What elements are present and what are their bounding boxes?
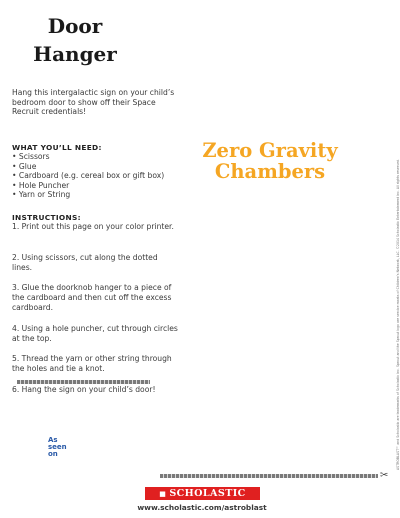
logo-text: SCHOLASTIC bbox=[169, 488, 246, 499]
instruction-step-4: 4. Using a hole puncher, cut through circles at the top. bbox=[12, 324, 178, 343]
page-title-line1: Door bbox=[47, 14, 103, 38]
copyright-side bbox=[388, 70, 398, 470]
instructions-heading: INSTRUCTIONS: bbox=[12, 213, 81, 222]
cut-line-bottom bbox=[160, 474, 378, 478]
cut-line bbox=[17, 380, 150, 384]
instruction-step-6: 6. Hang the sign on your child’s door! bbox=[12, 385, 156, 394]
list-item: • Hole Puncher bbox=[12, 180, 70, 190]
intro-text: Hang this intergalactic sign on your child’s bedroom door to show off their Space Recruit credentials! bbox=[12, 88, 175, 117]
badge-line2: seen bbox=[48, 443, 67, 451]
instruction-step-2: 2. Using scissors, cut along the dotted lines. bbox=[12, 253, 158, 272]
logo-mark-icon: ■ bbox=[159, 489, 167, 498]
list-item: • Glue bbox=[12, 161, 37, 171]
instruction-step-5: 5. Thread the yarn or other string through the holes and tie a knot. bbox=[12, 354, 172, 373]
badge-line1: As bbox=[48, 436, 58, 444]
page-title-line2: Hanger bbox=[33, 42, 117, 66]
sign-line1: Zero Gravity bbox=[202, 139, 338, 162]
list-item: • Yarn or String bbox=[12, 190, 71, 200]
door-sign bbox=[185, 140, 355, 182]
copyright-text: ASTROBLAST™ and Scholastic are trademarks of Scholastic Inc. Sprout and the Sprout logo are service marks of Children’s Network, LLC. ©2014 Scholastic Entertainment Inc. All rights reserved. bbox=[396, 158, 400, 470]
supplies-list bbox=[12, 152, 164, 200]
list-item: • Cardboard (e.g. cereal box or gift box) bbox=[12, 171, 165, 181]
badge-line3: on bbox=[48, 450, 58, 458]
scholastic-logo bbox=[145, 487, 260, 500]
footer-url[interactable]: www.scholastic.com/astroblast bbox=[137, 503, 267, 512]
sign-line2: Chambers bbox=[214, 160, 326, 183]
instruction-step-3: 3. Glue the doorknob hanger to a piece of the cardboard and then cut off the excess cardboard. bbox=[12, 283, 172, 312]
instruction-step-1: 1. Print out this page on your color printer. bbox=[12, 222, 174, 231]
scissors-icon: ✂ bbox=[380, 470, 389, 481]
list-item: • Scissors bbox=[12, 152, 50, 161]
supplies-heading: WHAT YOU’LL NEED: bbox=[12, 143, 102, 152]
as-seen-on-badge bbox=[48, 437, 67, 458]
